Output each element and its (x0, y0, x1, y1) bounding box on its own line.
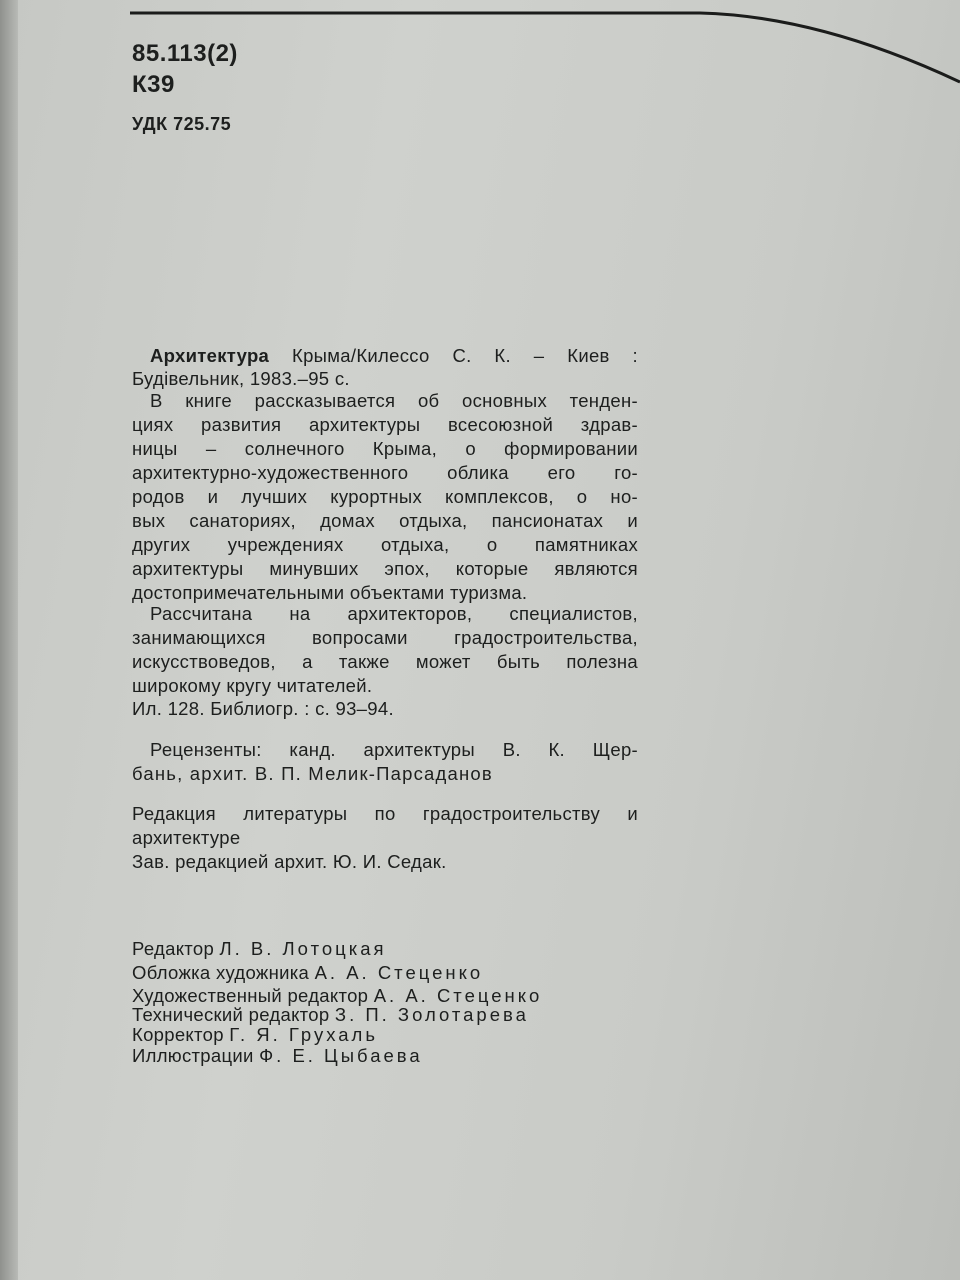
credit-person: Г. Я. Грухаль (229, 1024, 378, 1045)
annotation-line: циях развития архитектуры всесоюзной здрав- (132, 414, 638, 435)
credit-person: З. П. Золотарева (334, 1004, 529, 1025)
audience-line: занимающихся вопросами градостроительства, (132, 627, 638, 648)
credit-role: Технический редактор (132, 1004, 330, 1025)
annotation-line: В книге рассказывается об основных тенден- (150, 390, 638, 411)
bibliographic-title-line (150, 347, 638, 366)
audience-line: Рассчитана на архитекторов, специалистов, (150, 603, 638, 624)
credit-line (132, 964, 483, 983)
credit-line (132, 1026, 378, 1045)
credit-line (132, 1006, 529, 1025)
credit-person: А. А. Стеценко (373, 985, 543, 1006)
reviewers-line: бань, архит. В. П. Мелик-Парсаданов (132, 763, 493, 784)
credit-person: Ф. Е. Цыбаева (259, 1045, 423, 1066)
editorial-office-line: Редакция литературы по градостроительству и (132, 803, 638, 824)
udk-index: УДК 725.75 (132, 114, 232, 134)
credit-line (132, 987, 542, 1006)
credit-line (132, 940, 387, 959)
credit-role: Обложка художника (132, 962, 310, 983)
annotation-line: достопримечательными объектами туризма. (132, 582, 528, 603)
annotation-line: родов и лучших курортных комплексов, о но- (132, 486, 638, 507)
credit-role: Иллюстрации (132, 1045, 254, 1066)
credit-role: Художественный редактор (132, 985, 369, 1006)
bbk-index: 85.113(2) (132, 40, 238, 67)
credit-person: А. А. Стеценко (314, 962, 484, 983)
author-mark: К39 (132, 71, 175, 98)
publisher-line: Будівельник, 1983.–95 с. (132, 368, 350, 389)
annotation-line: вых санаториях, домах отдыха, пансионатах и (132, 510, 638, 531)
editorial-office-line: архитектуре (132, 827, 241, 848)
annotation-line: других учреждениях отдыха, о памятниках (132, 534, 638, 555)
annotation-line: архитектурно-художественного облика его го- (132, 462, 638, 483)
annotation-line: ницы – солнечного Крыма, о формировании (132, 438, 638, 459)
credit-line (132, 1047, 423, 1066)
title-rest: Крыма/Килессо С. К. – Киев : (292, 345, 638, 366)
page-edge-shadow (0, 0, 18, 1280)
audience-line: искусствоведов, а также может быть полезна (132, 651, 638, 672)
credit-role: Редактор (132, 938, 215, 959)
illustrations-count: Ил. 128. Библиогр. : с. 93–94. (132, 698, 394, 719)
annotation-line: архитектуры минувших эпох, которые являются (132, 558, 638, 579)
credit-person: Л. В. Лотоцкая (219, 938, 387, 959)
editorial-office-head: Зав. редакцией архит. Ю. И. Седак. (132, 851, 447, 872)
audience-line: широкому кругу читателей. (132, 675, 373, 696)
credit-role: Корректор (132, 1024, 224, 1045)
book-title: Архитектура (150, 345, 270, 366)
reviewers-line: Рецензенты: канд. архитектуры В. К. Щер- (150, 739, 638, 760)
